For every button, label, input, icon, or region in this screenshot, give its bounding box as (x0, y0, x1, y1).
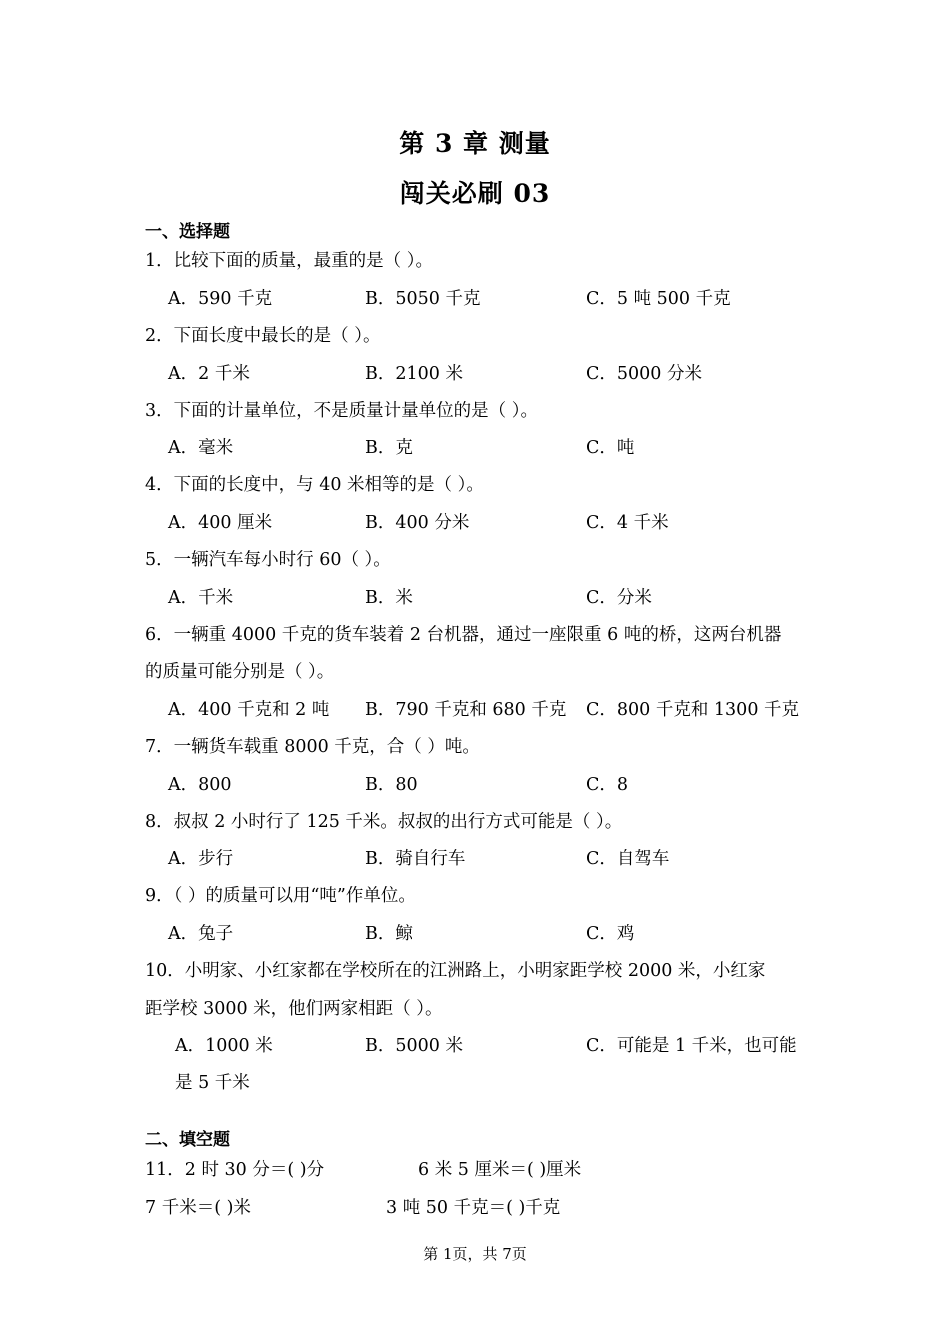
question-10-stem-line-2: 距学校 3000 米，他们两家相距（ ）。 (145, 999, 443, 1019)
question-10-option-a: A．1000 米 (175, 1036, 273, 1056)
question-11-part-1: 11．2 时 30 分＝( )分 (145, 1160, 325, 1180)
question-9-option-b: B．鲸 (365, 924, 413, 944)
question-8-option-b: B．骑自行车 (365, 849, 466, 869)
question-5-stem: 5．一辆汽车每小时行 60（ ）。 (145, 550, 391, 570)
section-heading-choice: 一、选择题 (145, 222, 230, 242)
question-4-option-a: A．400 厘米 (168, 513, 273, 533)
question-4-option-b: B．400 分米 (365, 513, 470, 533)
question-2-option-b: B．2100 米 (365, 364, 463, 384)
question-3-option-a: A．毫米 (168, 438, 234, 458)
question-9-stem: 9．（ ）的质量可以用“吨”作单位。 (145, 886, 416, 906)
question-1-stem: 1．比较下面的质量，最重的是（ ）。 (145, 251, 433, 271)
question-3-option-b: B．克 (365, 438, 413, 458)
question-7-option-c: C．8 (586, 775, 629, 795)
question-1-option-c: C．5 吨 500 千克 (586, 289, 731, 309)
question-5-option-c: C．分米 (586, 588, 652, 608)
question-4-stem: 4．下面的长度中，与 40 米相等的是（ ）。 (145, 475, 484, 495)
question-3-stem: 3．下面的计量单位，不是质量计量单位的是（ ）。 (145, 401, 538, 421)
question-10-option-c-line-1: C．可能是 1 千米，也可能 (586, 1036, 797, 1056)
question-7-option-b: B．80 (365, 775, 418, 795)
question-8-option-a: A．步行 (168, 849, 234, 869)
question-3-option-c: C．吨 (586, 438, 635, 458)
question-6-stem-line-1: 6．一辆重 4000 千克的货车装着 2 台机器，通过一座限重 6 吨的桥，这两台机器 (145, 625, 782, 645)
question-6-option-a: A．400 千克和 2 吨 (168, 700, 330, 720)
page-footer: 第 1页，共 7页 (423, 1245, 527, 1263)
question-11-part-4: 3 吨 50 千克＝( )千克 (386, 1198, 561, 1218)
question-2-option-c: C．5000 分米 (586, 364, 702, 384)
question-5-option-b: B．米 (365, 588, 413, 608)
question-2-stem: 2．下面长度中最长的是（ ）。 (145, 326, 381, 346)
question-6-option-b: B．790 千克和 680 千克 (365, 700, 567, 720)
question-6-option-c: C．800 千克和 1300 千克 (586, 700, 800, 720)
question-7-option-a: A．800 (168, 775, 232, 795)
question-9-option-c: C．鸡 (586, 924, 635, 944)
question-2-option-a: A．2 千米 (168, 364, 250, 384)
question-11-part-3: 7 千米＝( )米 (145, 1198, 251, 1218)
question-9-option-a: A．兔子 (168, 924, 234, 944)
worksheet-subtitle: 闯关必刷 03 (399, 179, 551, 208)
question-1-option-a: A．590 千克 (168, 289, 273, 309)
question-10-option-b: B．5000 米 (365, 1036, 463, 1056)
question-8-stem: 8．叔叔 2 小时行了 125 千米。叔叔的出行方式可能是（ ）。 (145, 812, 623, 832)
question-5-option-a: A．千米 (168, 588, 234, 608)
question-8-option-c: C．自驾车 (586, 849, 670, 869)
question-6-stem-line-2: 的质量可能分别是（ ）。 (145, 662, 335, 682)
question-4-option-c: C．4 千米 (586, 513, 669, 533)
chapter-title: 第 3 章 测量 (399, 129, 551, 158)
question-10-stem-line-1: 10．小明家、小红家都在学校所在的江洲路上，小明家距学校 2000 米，小红家 (145, 961, 766, 981)
section-heading-fill-blank: 二、填空题 (145, 1130, 230, 1150)
question-11-part-2: 6 米 5 厘米＝( )厘米 (418, 1160, 582, 1180)
question-10-option-c-line-2: 是 5 千米 (175, 1073, 250, 1093)
question-7-stem: 7．一辆货车载重 8000 千克，合（ ）吨。 (145, 737, 480, 757)
question-1-option-b: B．5050 千克 (365, 289, 481, 309)
